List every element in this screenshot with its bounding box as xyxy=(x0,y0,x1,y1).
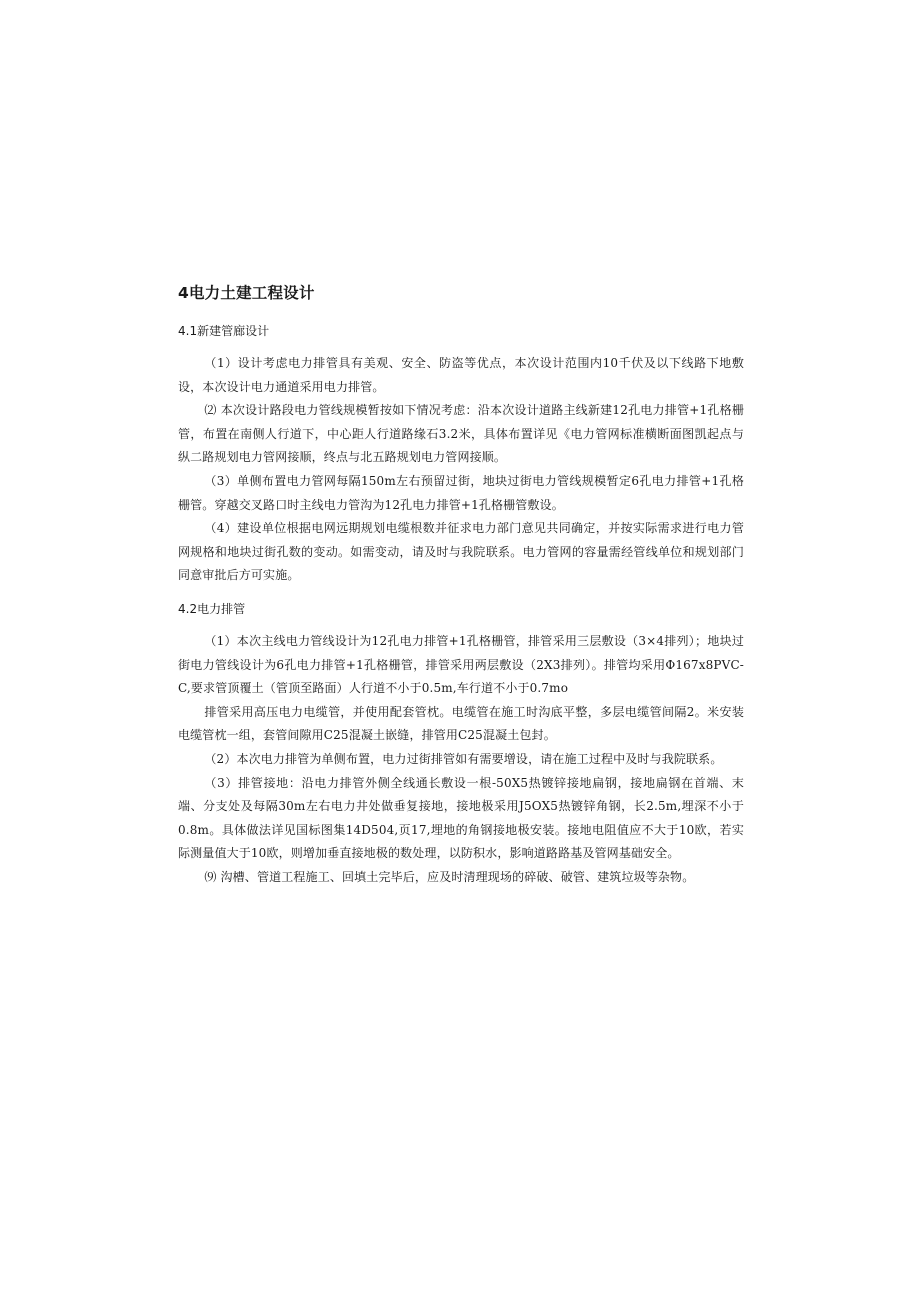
paragraph-4-2-2: 排管采用高压电力电缆管，并使用配套管枕。电缆管在施工时沟底平整，多层电缆管间隔2。米安装电缆管枕一组，套管间隙用C25混凝土嵌缝，排管用C25混凝土包封。 xyxy=(178,704,744,743)
paragraph-4-2-4: （3）排管接地：沿电力排管外侧全线通长敷设一根-50X5热镀锌接地扁钢，接地扁钢在首端、末端、分支处及每隔30m左右电力井处做垂复接地，接地极采用J5OX5热镀锌角钢，长2.5m,埋深不小于0.8m。具体做法详见国标图集14D504,页17,埋地的角钢接地极安装。接地电阻值应不大于10欧，若实际测量值大于10欧，则增加垂直接地极的数处理，以防积水，影响道路路基及管网基础安全。 xyxy=(178,775,744,861)
subsection-heading-4-2: 4.2电力排管 xyxy=(178,601,246,616)
section-title: 4电力土建工程设计 xyxy=(178,284,315,302)
paragraph-4-2-1: （1）本次主线电力管线设计为12孔电力排管+1孔格栅管，排管采用三层敷设（3×4排列）；地块过街电力管线设计为6孔电力排管+1孔格栅管，排管采用两层敷设（2X3排列）。排管均采用Φ167x8PVC-C,要求管顶覆土（管顶至路面）人行道不小于0.5m,车行道不小于0.7mo xyxy=(178,633,744,696)
paragraph-4-1-3: （3）单侧布置电力管网每隔150m左右预留过街，地块过街电力管线规模暂定6孔电力排管+1孔格栅管。穿越交叉路口时主线电力管沟为12孔电力排管+1孔格栅管敷设。 xyxy=(178,473,744,512)
paragraph-4-1-2: ⑵ 本次设计路段电力管线规模暂按如下情况考虑：沿本次设计道路主线新建12孔电力排管+1孔格栅管，布置在南侧人行道下，中心距人行道路缘石3.2米，具体布置详见《电力管网标准横断面图凯起点与纵二路规划电力管网接顺，终点与北五路规划电力管网接顺。 xyxy=(178,403,744,465)
paragraph-4-2-3: （2）本次电力排管为单侧布置，电力过街排管如有需要增设，请在施工过程中及时与我院联系。 xyxy=(204,751,723,766)
paragraph-4-1-1: （1）设计考虑电力排管具有美观、安全、防盗等优点，本次设计范围内10千伏及以下线路下地敷设，本次设计电力通道采用电力排管。 xyxy=(178,356,744,394)
document-page xyxy=(178,282,744,889)
paragraph-4-1-4: （4）建设单位根据电网远期规划电缆根数并征求电力部门意见共同确定，并按实际需求进行电力管网规格和地块过街孔数的变动。如需变动，请及时与我院联系。电力管网的容量需经管线单位和规划部门同意审批后方可实施。 xyxy=(178,521,744,583)
paragraph-4-2-5: ⑼ 沟槽、管道工程施工、回填土完毕后，应及时清理现场的碎破、破管、建筑垃圾等杂物。 xyxy=(204,869,695,884)
subsection-heading-4-1: 4.1新建管廊设计 xyxy=(178,324,270,338)
